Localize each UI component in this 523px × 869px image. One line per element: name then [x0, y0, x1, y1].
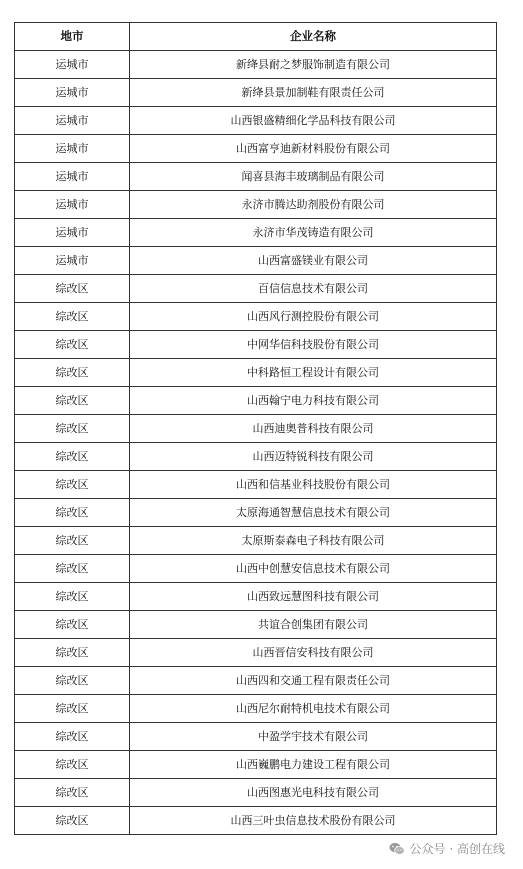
city-cell: 运城市 [15, 191, 130, 219]
city-cell: 运城市 [15, 163, 130, 191]
company-cell: 中科路恒工程设计有限公司 [130, 359, 497, 387]
table-header-row [15, 23, 497, 51]
column-header-company: 企业名称 [130, 23, 497, 51]
company-cell: 山西图惠光电科技有限公司 [130, 779, 497, 807]
company-cell: 中网华信科技股份有限公司 [130, 331, 497, 359]
company-cell: 山西晋信安科技有限公司 [130, 639, 497, 667]
company-cell: 山西富盛镁业有限公司 [130, 247, 497, 275]
city-cell: 综改区 [15, 415, 130, 443]
table-row [15, 303, 497, 331]
city-cell: 综改区 [15, 359, 130, 387]
table-row [15, 387, 497, 415]
company-cell: 新绛县景加制鞋有限责任公司 [130, 79, 497, 107]
city-cell: 运城市 [15, 135, 130, 163]
table-row [15, 667, 497, 695]
city-cell: 综改区 [15, 723, 130, 751]
table-row [15, 331, 497, 359]
table-row [15, 275, 497, 303]
table-row [15, 779, 497, 807]
city-cell: 综改区 [15, 555, 130, 583]
table-row [15, 499, 497, 527]
company-cell: 闻喜县海丰玻璃制品有限公司 [130, 163, 497, 191]
city-cell: 综改区 [15, 275, 130, 303]
city-cell: 运城市 [15, 219, 130, 247]
city-cell: 综改区 [15, 807, 130, 835]
city-cell: 综改区 [15, 387, 130, 415]
table-row [15, 583, 497, 611]
city-cell: 综改区 [15, 527, 130, 555]
company-cell: 山西富亨迪新材料股份有限公司 [130, 135, 497, 163]
company-cell: 山西翰宁电力科技有限公司 [130, 387, 497, 415]
company-cell: 百信信息技术有限公司 [130, 275, 497, 303]
city-cell: 综改区 [15, 471, 130, 499]
city-cell: 综改区 [15, 443, 130, 471]
wechat-icon [389, 842, 405, 856]
table-row [15, 751, 497, 779]
city-cell: 综改区 [15, 639, 130, 667]
table-row [15, 807, 497, 835]
table-row [15, 471, 497, 499]
company-cell: 山西中创慧安信息技术有限公司 [130, 555, 497, 583]
table-row [15, 219, 497, 247]
table-row [15, 723, 497, 751]
city-cell: 综改区 [15, 695, 130, 723]
table-row [15, 135, 497, 163]
table-row [15, 247, 497, 275]
company-cell: 山西和信基业科技股份有限公司 [130, 471, 497, 499]
table-row [15, 443, 497, 471]
table-row [15, 527, 497, 555]
city-cell: 综改区 [15, 779, 130, 807]
table-row [15, 163, 497, 191]
company-cell: 山西银盛精细化学品科技有限公司 [130, 107, 497, 135]
enterprise-table [14, 22, 497, 835]
table-row [15, 611, 497, 639]
city-cell: 综改区 [15, 667, 130, 695]
table-row [15, 51, 497, 79]
city-cell: 运城市 [15, 107, 130, 135]
table-row [15, 359, 497, 387]
company-cell: 太原海通智慧信息技术有限公司 [130, 499, 497, 527]
table-row [15, 639, 497, 667]
table-row [15, 107, 497, 135]
table-body [15, 51, 497, 835]
company-cell: 共谊合创集团有限公司 [130, 611, 497, 639]
city-cell: 综改区 [15, 751, 130, 779]
table-row [15, 191, 497, 219]
company-cell: 新绛县耐之梦服饰制造有限公司 [130, 51, 497, 79]
city-cell: 综改区 [15, 583, 130, 611]
company-cell: 永济市腾达助剂股份有限公司 [130, 191, 497, 219]
company-cell: 山西迈特锐科技有限公司 [130, 443, 497, 471]
table-row [15, 79, 497, 107]
company-cell: 山西尼尔耐特机电技术有限公司 [130, 695, 497, 723]
company-cell: 中盈学宇技术有限公司 [130, 723, 497, 751]
city-cell: 综改区 [15, 611, 130, 639]
city-cell: 综改区 [15, 331, 130, 359]
city-cell: 运城市 [15, 79, 130, 107]
company-cell: 山西三叶虫信息技术股份有限公司 [130, 807, 497, 835]
company-cell: 山西巍鹏电力建设工程有限公司 [130, 751, 497, 779]
company-cell: 山西风行测控股份有限公司 [130, 303, 497, 331]
city-cell: 运城市 [15, 247, 130, 275]
table-row [15, 695, 497, 723]
watermark-text: 公众号 · 高创在线 [409, 842, 505, 856]
company-cell: 太原斯泰森电子科技有限公司 [130, 527, 497, 555]
table-row [15, 415, 497, 443]
city-cell: 运城市 [15, 51, 130, 79]
company-cell: 山西迪奥普科技有限公司 [130, 415, 497, 443]
column-header-city: 地市 [15, 23, 130, 51]
city-cell: 综改区 [15, 303, 130, 331]
company-cell: 山西四和交通工程有限责任公司 [130, 667, 497, 695]
city-cell: 综改区 [15, 499, 130, 527]
company-cell: 永济市华茂铸造有限公司 [130, 219, 497, 247]
table-row [15, 555, 497, 583]
watermark [389, 840, 505, 857]
company-cell: 山西致远慧图科技有限公司 [130, 583, 497, 611]
